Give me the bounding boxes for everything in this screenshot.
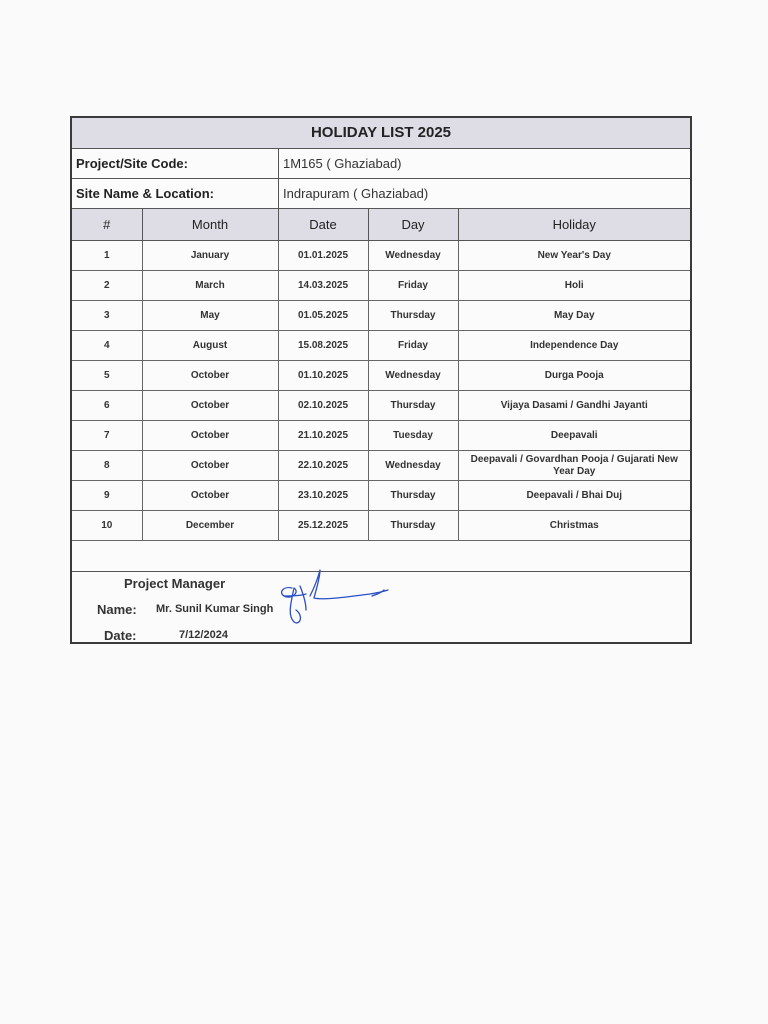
row-number: 8 <box>72 451 142 481</box>
row-date: 15.08.2025 <box>278 331 368 361</box>
row-date: 21.10.2025 <box>278 421 368 451</box>
column-header-holiday: Holiday <box>458 209 690 241</box>
project-manager-title: Project Manager <box>124 576 226 591</box>
holiday-list-sheet <box>70 116 692 644</box>
row-day: Friday <box>368 271 458 301</box>
row-date: 01.05.2025 <box>278 301 368 331</box>
row-holiday: Independence Day <box>458 331 690 361</box>
row-number: 1 <box>72 241 142 271</box>
row-date: 23.10.2025 <box>278 481 368 511</box>
row-number: 6 <box>72 391 142 421</box>
column-header-date: Date <box>278 209 368 241</box>
row-number: 10 <box>72 511 142 541</box>
table-header-row <box>72 209 690 241</box>
holiday-table-body <box>72 241 690 541</box>
site-location-label: Site Name & Location: <box>76 186 214 201</box>
date-label: Date: <box>104 628 137 643</box>
row-holiday: Deepavali / Govardhan Pooja / Gujarati New Year Day <box>458 451 690 481</box>
row-date: 22.10.2025 <box>278 451 368 481</box>
row-holiday: May Day <box>458 301 690 331</box>
row-holiday: Holi <box>458 271 690 301</box>
date-value: 7/12/2024 <box>179 629 228 641</box>
row-date: 01.01.2025 <box>278 241 368 271</box>
row-day: Wednesday <box>368 361 458 391</box>
row-day: Wednesday <box>368 241 458 271</box>
row-day: Friday <box>368 331 458 361</box>
row-month: October <box>142 361 278 391</box>
row-holiday: Deepavali <box>458 421 690 451</box>
holiday-table <box>72 208 690 541</box>
document-title: HOLIDAY LIST 2025 <box>72 118 690 149</box>
row-number: 4 <box>72 331 142 361</box>
name-label: Name: <box>97 602 137 617</box>
row-month: October <box>142 481 278 511</box>
table-row <box>72 361 690 391</box>
row-holiday: Deepavali / Bhai Duj <box>458 481 690 511</box>
row-date: 25.12.2025 <box>278 511 368 541</box>
column-header-month: Month <box>142 209 278 241</box>
table-row <box>72 271 690 301</box>
site-location-row <box>72 179 690 209</box>
row-month: May <box>142 301 278 331</box>
row-number: 9 <box>72 481 142 511</box>
table-row <box>72 511 690 541</box>
row-day: Thursday <box>368 481 458 511</box>
row-holiday: Christmas <box>458 511 690 541</box>
row-month: October <box>142 391 278 421</box>
row-number: 5 <box>72 361 142 391</box>
handwritten-signature <box>270 566 400 630</box>
row-day: Wednesday <box>368 451 458 481</box>
table-row <box>72 391 690 421</box>
row-date: 14.03.2025 <box>278 271 368 301</box>
row-date: 02.10.2025 <box>278 391 368 421</box>
table-row <box>72 331 690 361</box>
row-day: Thursday <box>368 391 458 421</box>
row-holiday: Durga Pooja <box>458 361 690 391</box>
row-date: 01.10.2025 <box>278 361 368 391</box>
row-day: Thursday <box>368 301 458 331</box>
column-header-day: Day <box>368 209 458 241</box>
project-code-label: Project/Site Code: <box>76 156 188 171</box>
project-code-row <box>72 149 690 179</box>
row-day: Tuesday <box>368 421 458 451</box>
name-value: Mr. Sunil Kumar Singh <box>156 603 274 615</box>
row-number: 7 <box>72 421 142 451</box>
table-row <box>72 301 690 331</box>
row-month: January <box>142 241 278 271</box>
row-holiday: New Year's Day <box>458 241 690 271</box>
row-month: October <box>142 421 278 451</box>
row-month: August <box>142 331 278 361</box>
table-row <box>72 481 690 511</box>
row-day: Thursday <box>368 511 458 541</box>
table-row <box>72 451 690 481</box>
site-location-value: Indrapuram ( Ghaziabad) <box>278 179 683 208</box>
row-number: 3 <box>72 301 142 331</box>
table-row <box>72 421 690 451</box>
row-month: March <box>142 271 278 301</box>
project-code-value: 1M165 ( Ghaziabad) <box>278 149 683 178</box>
row-holiday: Vijaya Dasami / Gandhi Jayanti <box>458 391 690 421</box>
row-month: December <box>142 511 278 541</box>
approval-footer <box>72 572 690 642</box>
row-number: 2 <box>72 271 142 301</box>
row-month: October <box>142 451 278 481</box>
table-row <box>72 241 690 271</box>
column-header-number: # <box>72 209 142 241</box>
